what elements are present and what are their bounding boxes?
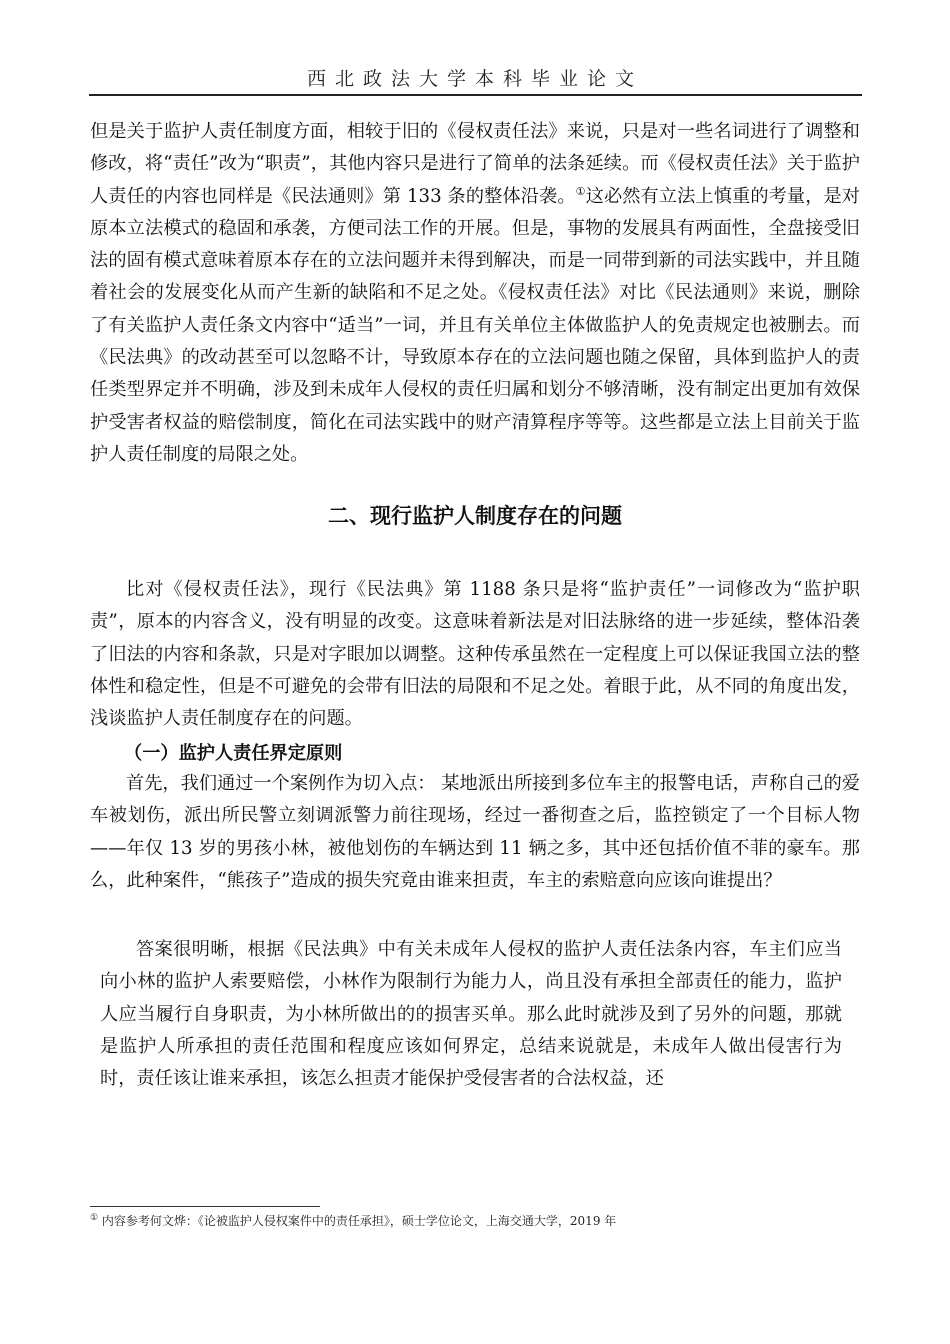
subsection-heading: （一）监护人责任界定原则 xyxy=(124,743,343,764)
footnote-mark: ① xyxy=(90,1213,99,1223)
footnote xyxy=(90,1212,870,1230)
body-paragraph-2: 比对《侵权责任法》，现行《民法典》第 1188 条只是将“监护责任”一词修改为“监护职责”，原本的内容含义，没有明显的改变。这意味着新法是对旧法脉络的进一步延续，整体沿袭了旧法的内容和条款，只是对字眼加以调整。这种传承虽然在一定程度上可以保证我国立法的整体性和稳定性，但是不可避免的会带有旧法的局限和不足之处。着眼于此，从不同的角度出发，浅谈监护人责任制度存在的问题。 xyxy=(90,579,860,730)
body-paragraph-3: 首先，我们通过一个案例作为切入点： 某地派出所接到多位车主的报警电话，声称自己的爱车被划伤，派出所民警立刻调派警力前往现场，经过一番彻查之后，监控锁定了一个目标人物——年仅 13 岁的男孩小林，被他划伤的车辆达到 11 辆之多，其中还包括价值不菲的豪车。那么，此种案件，“熊孩子”造成的损失究竟由谁来担责，车主的索赔意向应该向谁提出？ xyxy=(90,773,860,891)
paragraph-1-text-b: 这必然有立法上慎重的考量，是对原本立法模式的稳固和承袭，方便司法工作的开展。但是，事物的发展具有两面性，全盘接受旧法的固有模式意味着原本存在的立法问题并未得到解决，而是一同带到新的司法实践中，并且随着社会的发展变化从而产生新的缺陷和不足之处。《侵权责任法》对比《民法通则》来说，删除了有关监护人责任条文内容中“适当”一词，并且有关单位主体做监护人的免责规定也被删去。而《民法典》的改动甚至可以忽略不计，导致原本存在的立法问题也随之保留，具体到监护人的责任类型界定并不明确，涉及到未成年人侵权的责任归属和划分不够清晰，没有制定出更加有效保护受害者权益的赔偿制度，简化在司法实践中的财产清算程序等等。这些都是立法上目前关于监护人责任制度的局限之处。 xyxy=(90,185,860,465)
footnote-text: 内容参考何文烨：《论被监护人侵权案件中的责任承担》，硕士学位论文，上海交通大学，2019 年 xyxy=(101,1214,617,1228)
footnote-reference[interactable]: ① xyxy=(575,184,586,198)
section-heading: 二、现行监护人制度存在的问题 xyxy=(328,503,622,528)
header-rule xyxy=(89,94,862,96)
footnote-divider xyxy=(90,1206,320,1207)
paragraph-1-text-a: 但是关于监护人责任制度方面，相较于旧的《侵权责任法》来说，只是对一些名词进行了调整和修改，将“责任”改为“职责”，其他内容只是进行了简单的法条延续。而《侵权责任法》关于监护人责任的内容也同样是《民法通则》第 133 条的整体沿袭。 xyxy=(90,121,860,207)
body-paragraph-1 xyxy=(90,116,860,471)
header-title: 西北政法大学本科毕业论文 xyxy=(306,68,643,90)
body-paragraph-4: 答案很明晰，根据《民法典》中有关未成年人侵权的监护人责任法条内容，车主们应当向小林的监护人索要赔偿，小林作为限制行为能力人，尚且没有承担全部责任的能力，监护人应当履行自身职责，为小林所做出的的损害买单。那么此时就涉及到了另外的问题，那就是监护人所承担的责任范围和程度应该如何界定，总结来说就是，未成年人做出侵害行为时，责任该让谁来承担，该怎么担责才能保护受侵害者的合法权益，还 xyxy=(100,939,842,1090)
